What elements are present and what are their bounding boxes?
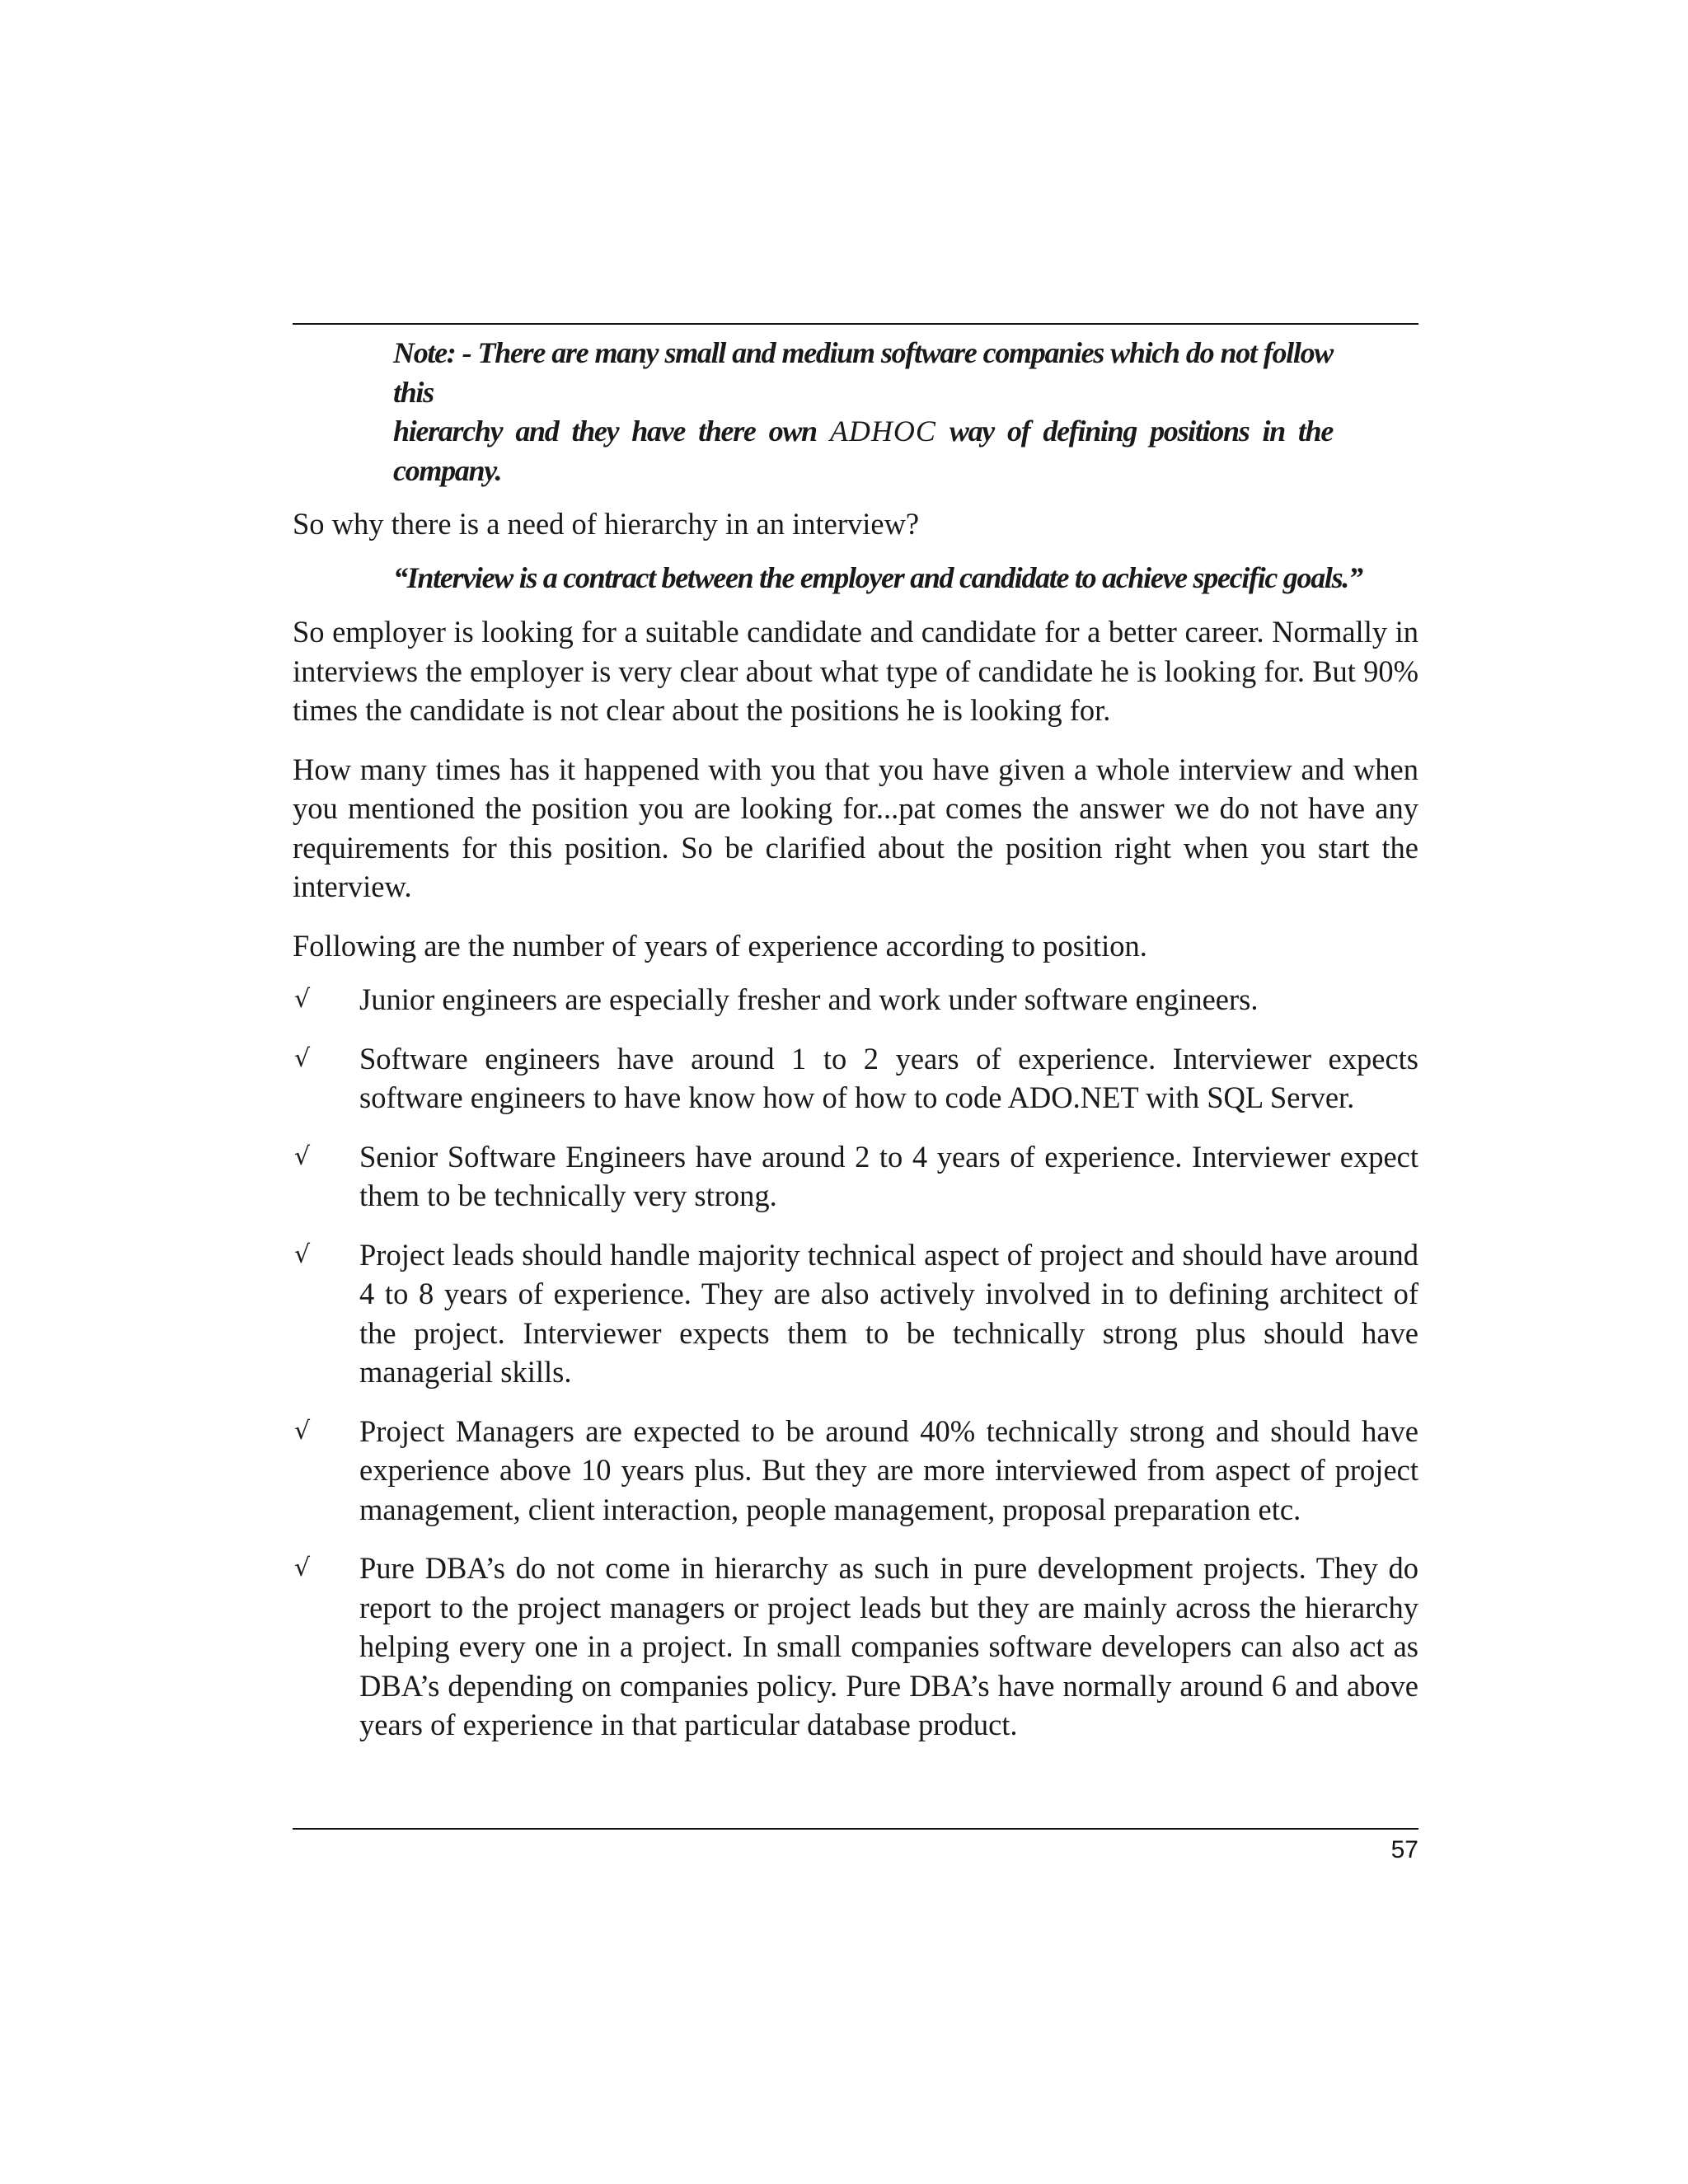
following-paragraph: Following are the number of years of experience according to position. — [293, 928, 1147, 963]
check-icon: √ — [294, 1240, 311, 1269]
experience-list — [293, 980, 1418, 1745]
adhoc-term: ADHOC — [829, 415, 936, 448]
list-item-text: Project leads should handle majority technical aspect of project and should have around 4 to 8 years of experience. They are also actively involved in to defining architect of the project. Interviewer expects them to be technically strong plus should have managerial skills. — [359, 1237, 1418, 1389]
top-rule — [293, 323, 1418, 325]
bottom-rule — [293, 1828, 1418, 1830]
check-icon: √ — [294, 1554, 311, 1582]
check-icon: √ — [294, 1416, 311, 1446]
list-item-text: Project Managers are expected to be around 40% technically strong and should have experience above 10 years plus. But they are more interviewed from aspect of project management, client interaction, people management, proposal preparation etc. — [359, 1413, 1418, 1526]
page-number: 57 — [1390, 1836, 1418, 1863]
check-icon: √ — [294, 1043, 311, 1073]
interview-quote: “Interview is a contract between the employer and candidate to achieve specific goals.” — [393, 560, 1362, 594]
list-item — [293, 1412, 1418, 1530]
list-item — [293, 1549, 1418, 1745]
note-line-2-start: hierarchy and they have there own — [393, 415, 817, 448]
check-icon: √ — [294, 1141, 311, 1171]
list-item-text: Pure DBA’s do not come in hierarchy as such in pure development projects. They do report to the project managers or project leads but they are mainly across the hierarchy helping every one in a project. In small companies software developers can also act as DBA’s depending on companies policy. Pure DBA’s have normally around 6 and above years of experience in that particular database product. — [359, 1551, 1418, 1741]
note-line-2-end: way of defining positions in the company. — [393, 415, 1334, 487]
list-item-text: Software engineers have around 1 to 2 years of experience. Interviewer expects software engineers to have know how of how to code ADO.NET with SQL Server. — [359, 1041, 1418, 1114]
note-block — [393, 334, 1333, 490]
list-item-text: Senior Software Engineers have around 2 to 4 years of experience. Interviewer expect them to be technically very strong. — [359, 1139, 1418, 1212]
list-item — [293, 1235, 1418, 1392]
list-item — [293, 1137, 1418, 1216]
list-item-text: Junior engineers are especially fresher and work under software engineers. — [359, 982, 1259, 1016]
list-item — [293, 1039, 1418, 1118]
employer-paragraph: So employer is looking for a suitable candidate and candidate for a better career. Normally in interviews the employer is very clear about what type of candidate he is looking for. But 90% times the candidate is not clear about the positions he is looking for. — [293, 615, 1418, 727]
check-icon: √ — [294, 985, 311, 1014]
note-line-2 — [393, 412, 1333, 490]
note-line-1: Note: - There are many small and medium software companies which do not follow this — [393, 336, 1333, 409]
how-many-paragraph: How many times has it happened with you that you have given a whole interview and when you mentioned the position you are looking for...pat comes the answer we do not have any requirements for this position. So be clarified about the position right when you start the interview. — [293, 752, 1418, 903]
question-paragraph: So why there is a need of hierarchy in an interview? — [293, 507, 920, 541]
page-content — [293, 334, 1418, 1745]
list-item — [293, 980, 1418, 1019]
